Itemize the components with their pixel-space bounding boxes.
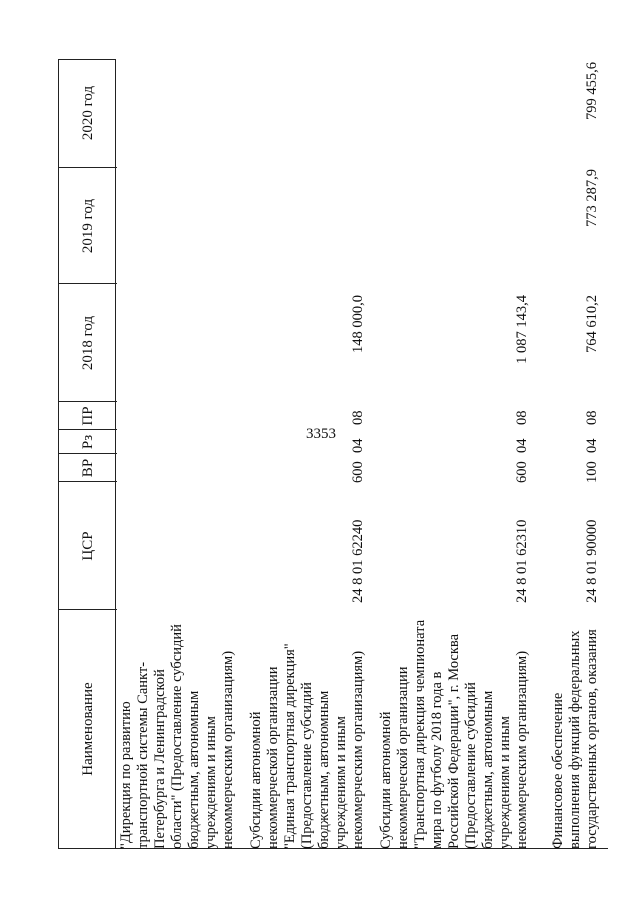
- table-header: [58, 59, 116, 849]
- row-pr: 08: [584, 410, 600, 425]
- row-name: Финансовое обеспечение выполнения функций федеральных государственных органов, оказания: [550, 629, 600, 849]
- row-vr: 600: [350, 461, 366, 483]
- header-name: Наименование: [79, 682, 96, 776]
- header-2019: 2019 год: [79, 198, 96, 254]
- row-pr: 08: [350, 410, 366, 425]
- row-vr: 600: [514, 461, 530, 483]
- row-2020: 799 455,6: [584, 62, 600, 120]
- row-vr: 100: [584, 461, 600, 483]
- row-2018: 1 087 143,4: [514, 295, 530, 364]
- row-2019: 773 287,9: [584, 169, 600, 227]
- row-pr: 08: [514, 410, 530, 425]
- row-csr: 24 8 01 62310: [514, 519, 530, 603]
- budget-table: [58, 59, 608, 849]
- header-2020: 2020 год: [79, 85, 96, 141]
- row-2018: 764 610,2: [584, 295, 600, 353]
- row-rz: 04: [584, 438, 600, 453]
- header-pr: ПР: [79, 406, 96, 426]
- header-rz: Рз: [79, 434, 96, 450]
- row-name: "Дирекция по развитию транспортной системы Санкт- Петербурга и Ленинградской области" (Предоставление субсидий бюджетным, автономным учреждениям и иным некоммерческим организациям): [118, 624, 236, 849]
- header-2018: 2018 год: [79, 315, 96, 371]
- row-name: Субсидии автономной некоммерческой организации "Транспортная дирекция чемпионата мира по футболу 2018 года в Российской Федерации", г. Москва (Предоставление субсидий бюджетным, автономным учреждениям и иным некоммерческим организациям): [378, 619, 530, 849]
- header-vr: ВР: [79, 458, 96, 478]
- row-rz: 04: [350, 438, 366, 453]
- header-csr: ЦСР: [79, 531, 96, 561]
- row-csr: 24 8 01 62240: [350, 519, 366, 603]
- row-csr: 24 8 01 90000: [584, 519, 600, 603]
- row-2018: 148 000,0: [350, 295, 366, 353]
- row-name: Субсидии автономной некоммерческой организации "Единая транспортная дирекция" (Предоставление субсидий бюджетным, автономным учреждениям и иным некоммерческим организациям): [248, 643, 366, 849]
- row-rz: 04: [514, 438, 530, 453]
- page-number: 3353: [306, 426, 336, 442]
